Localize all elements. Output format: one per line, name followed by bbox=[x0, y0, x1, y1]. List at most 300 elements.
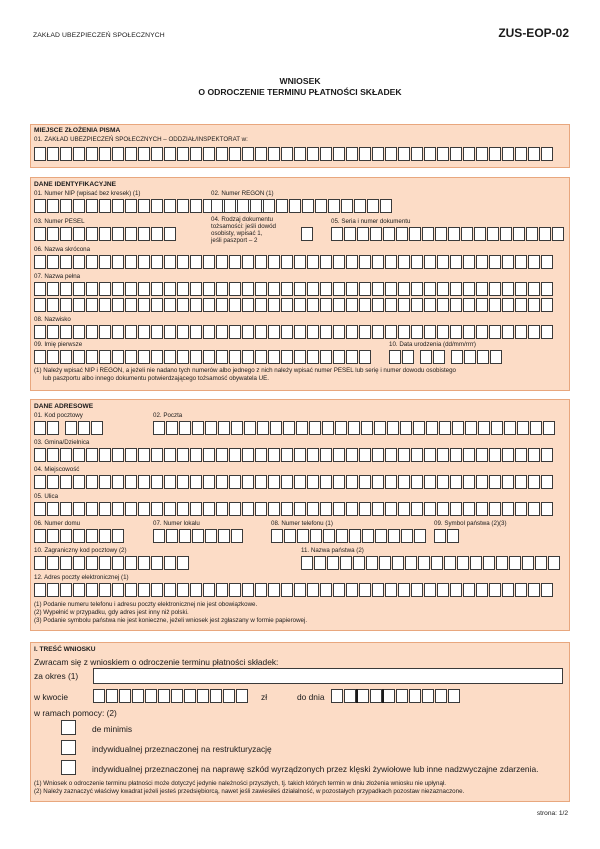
char-cell[interactable] bbox=[151, 325, 163, 339]
char-cell[interactable] bbox=[463, 282, 475, 296]
char-cell[interactable] bbox=[242, 448, 254, 462]
char-cell[interactable] bbox=[86, 325, 98, 339]
char-cell[interactable] bbox=[78, 421, 90, 435]
char-cell[interactable] bbox=[500, 227, 512, 241]
char-cell[interactable] bbox=[463, 298, 475, 312]
char-cell[interactable] bbox=[478, 421, 490, 435]
char-cell[interactable] bbox=[411, 298, 423, 312]
char-cell[interactable] bbox=[164, 227, 176, 241]
char-cell[interactable] bbox=[151, 199, 163, 213]
char-cell[interactable] bbox=[327, 556, 339, 570]
char-cell[interactable] bbox=[346, 282, 358, 296]
char-cell[interactable] bbox=[34, 502, 46, 516]
char-cell[interactable] bbox=[47, 325, 59, 339]
char-cell[interactable] bbox=[47, 583, 59, 597]
post-office-input[interactable] bbox=[153, 421, 556, 435]
char-cell[interactable] bbox=[464, 350, 476, 364]
char-cell[interactable] bbox=[489, 448, 501, 462]
char-cell[interactable] bbox=[333, 583, 345, 597]
char-cell[interactable] bbox=[112, 282, 124, 296]
char-cell[interactable] bbox=[281, 350, 293, 364]
char-cell[interactable] bbox=[450, 583, 462, 597]
char-cell[interactable] bbox=[450, 282, 462, 296]
char-cell[interactable] bbox=[125, 448, 137, 462]
char-cell[interactable] bbox=[424, 147, 436, 161]
char-cell[interactable] bbox=[372, 583, 384, 597]
char-cell[interactable] bbox=[34, 475, 46, 489]
char-cell[interactable] bbox=[307, 298, 319, 312]
char-cell[interactable] bbox=[489, 255, 501, 269]
char-cell[interactable] bbox=[164, 282, 176, 296]
char-cell[interactable] bbox=[86, 227, 98, 241]
char-cell[interactable] bbox=[112, 583, 124, 597]
char-cell[interactable] bbox=[463, 502, 475, 516]
short-name-input[interactable] bbox=[34, 255, 554, 269]
char-cell[interactable] bbox=[541, 475, 553, 489]
char-cell[interactable] bbox=[489, 298, 501, 312]
char-cell[interactable] bbox=[310, 529, 322, 543]
char-cell[interactable] bbox=[515, 255, 527, 269]
char-cell[interactable] bbox=[125, 583, 137, 597]
char-cell[interactable] bbox=[184, 689, 196, 703]
char-cell[interactable] bbox=[47, 255, 59, 269]
char-cell[interactable] bbox=[504, 421, 516, 435]
char-cell[interactable] bbox=[203, 475, 215, 489]
char-cell[interactable] bbox=[359, 583, 371, 597]
char-cell[interactable] bbox=[509, 556, 521, 570]
char-cell[interactable] bbox=[346, 448, 358, 462]
char-cell[interactable] bbox=[294, 448, 306, 462]
char-cell[interactable] bbox=[229, 475, 241, 489]
char-cell[interactable] bbox=[190, 147, 202, 161]
char-cell[interactable] bbox=[151, 475, 163, 489]
char-cell[interactable] bbox=[268, 350, 280, 364]
char-cell[interactable] bbox=[99, 556, 111, 570]
char-cell[interactable] bbox=[47, 475, 59, 489]
char-cell[interactable] bbox=[177, 475, 189, 489]
char-cell[interactable] bbox=[93, 689, 105, 703]
period-input[interactable] bbox=[93, 668, 563, 684]
char-cell[interactable] bbox=[294, 298, 306, 312]
char-cell[interactable] bbox=[125, 199, 137, 213]
char-cell[interactable] bbox=[112, 255, 124, 269]
char-cell[interactable] bbox=[138, 147, 150, 161]
char-cell[interactable] bbox=[354, 199, 366, 213]
char-cell[interactable] bbox=[47, 502, 59, 516]
char-cell[interactable] bbox=[463, 255, 475, 269]
char-cell[interactable] bbox=[346, 583, 358, 597]
char-cell[interactable] bbox=[476, 147, 488, 161]
char-cell[interactable] bbox=[489, 583, 501, 597]
char-cell[interactable] bbox=[271, 529, 283, 543]
char-cell[interactable] bbox=[528, 475, 540, 489]
char-cell[interactable] bbox=[359, 298, 371, 312]
char-cell[interactable] bbox=[411, 448, 423, 462]
char-cell[interactable] bbox=[255, 502, 267, 516]
char-cell[interactable] bbox=[192, 529, 204, 543]
char-cell[interactable] bbox=[86, 199, 98, 213]
char-cell[interactable] bbox=[255, 350, 267, 364]
char-cell[interactable] bbox=[328, 199, 340, 213]
char-cell[interactable] bbox=[439, 421, 451, 435]
char-cell[interactable] bbox=[229, 255, 241, 269]
char-cell[interactable] bbox=[320, 502, 332, 516]
char-cell[interactable] bbox=[190, 350, 202, 364]
char-cell[interactable] bbox=[60, 199, 72, 213]
char-cell[interactable] bbox=[164, 147, 176, 161]
char-cell[interactable] bbox=[515, 502, 527, 516]
char-cell[interactable] bbox=[166, 421, 178, 435]
char-cell[interactable] bbox=[153, 529, 165, 543]
char-cell[interactable] bbox=[60, 147, 72, 161]
char-cell[interactable] bbox=[255, 282, 267, 296]
char-cell[interactable] bbox=[268, 475, 280, 489]
char-cell[interactable] bbox=[236, 689, 248, 703]
char-cell[interactable] bbox=[73, 350, 85, 364]
char-cell[interactable] bbox=[409, 689, 421, 703]
char-cell[interactable] bbox=[281, 298, 293, 312]
doc-number-input[interactable] bbox=[331, 227, 565, 241]
char-cell[interactable] bbox=[112, 199, 124, 213]
char-cell[interactable] bbox=[450, 475, 462, 489]
char-cell[interactable] bbox=[411, 475, 423, 489]
char-cell[interactable] bbox=[374, 421, 386, 435]
char-cell[interactable] bbox=[73, 475, 85, 489]
char-cell[interactable] bbox=[164, 448, 176, 462]
char-cell[interactable] bbox=[190, 199, 202, 213]
char-cell[interactable] bbox=[177, 282, 189, 296]
char-cell[interactable] bbox=[322, 421, 334, 435]
char-cell[interactable] bbox=[86, 448, 98, 462]
char-cell[interactable] bbox=[307, 583, 319, 597]
char-cell[interactable] bbox=[47, 282, 59, 296]
char-cell[interactable] bbox=[396, 227, 408, 241]
char-cell[interactable] bbox=[359, 448, 371, 462]
char-cell[interactable] bbox=[385, 147, 397, 161]
char-cell[interactable] bbox=[515, 282, 527, 296]
char-cell[interactable] bbox=[125, 350, 137, 364]
char-cell[interactable] bbox=[302, 199, 314, 213]
char-cell[interactable] bbox=[398, 282, 410, 296]
char-cell[interactable] bbox=[112, 325, 124, 339]
char-cell[interactable] bbox=[379, 556, 391, 570]
char-cell[interactable] bbox=[242, 298, 254, 312]
char-cell[interactable] bbox=[112, 475, 124, 489]
char-cell[interactable] bbox=[372, 147, 384, 161]
char-cell[interactable] bbox=[203, 325, 215, 339]
char-cell[interactable] bbox=[60, 448, 72, 462]
char-cell[interactable] bbox=[496, 556, 508, 570]
char-cell[interactable] bbox=[346, 147, 358, 161]
char-cell[interactable] bbox=[216, 583, 228, 597]
char-cell[interactable] bbox=[548, 556, 560, 570]
char-cell[interactable] bbox=[138, 475, 150, 489]
char-cell[interactable] bbox=[151, 147, 163, 161]
char-cell[interactable] bbox=[398, 298, 410, 312]
char-cell[interactable] bbox=[138, 583, 150, 597]
char-cell[interactable] bbox=[333, 325, 345, 339]
char-cell[interactable] bbox=[502, 475, 514, 489]
char-cell[interactable] bbox=[346, 502, 358, 516]
char-cell[interactable] bbox=[385, 255, 397, 269]
char-cell[interactable] bbox=[515, 298, 527, 312]
char-cell[interactable] bbox=[99, 255, 111, 269]
char-cell[interactable] bbox=[341, 199, 353, 213]
char-cell[interactable] bbox=[268, 282, 280, 296]
char-cell[interactable] bbox=[255, 298, 267, 312]
char-cell[interactable] bbox=[47, 199, 59, 213]
char-cell[interactable] bbox=[73, 255, 85, 269]
char-cell[interactable] bbox=[216, 325, 228, 339]
char-cell[interactable] bbox=[476, 255, 488, 269]
char-cell[interactable] bbox=[315, 199, 327, 213]
char-cell[interactable] bbox=[99, 227, 111, 241]
char-cell[interactable] bbox=[437, 502, 449, 516]
char-cell[interactable] bbox=[125, 147, 137, 161]
char-cell[interactable] bbox=[125, 325, 137, 339]
char-cell[interactable] bbox=[294, 147, 306, 161]
char-cell[interactable] bbox=[229, 502, 241, 516]
char-cell[interactable] bbox=[164, 350, 176, 364]
char-cell[interactable] bbox=[60, 502, 72, 516]
doc-type-input[interactable] bbox=[301, 227, 313, 241]
char-cell[interactable] bbox=[229, 325, 241, 339]
char-cell[interactable] bbox=[34, 325, 46, 339]
char-cell[interactable] bbox=[528, 325, 540, 339]
char-cell[interactable] bbox=[284, 529, 296, 543]
char-cell[interactable] bbox=[177, 325, 189, 339]
char-cell[interactable] bbox=[372, 502, 384, 516]
postcode-input[interactable] bbox=[34, 421, 104, 435]
char-cell[interactable] bbox=[515, 325, 527, 339]
char-cell[interactable] bbox=[34, 583, 46, 597]
char-cell[interactable] bbox=[177, 556, 189, 570]
char-cell[interactable] bbox=[307, 282, 319, 296]
char-cell[interactable] bbox=[437, 583, 449, 597]
char-cell[interactable] bbox=[489, 282, 501, 296]
char-cell[interactable] bbox=[437, 147, 449, 161]
char-cell[interactable] bbox=[250, 199, 262, 213]
phone-input[interactable] bbox=[271, 529, 427, 543]
char-cell[interactable] bbox=[166, 529, 178, 543]
char-cell[interactable] bbox=[422, 227, 434, 241]
char-cell[interactable] bbox=[177, 448, 189, 462]
char-cell[interactable] bbox=[294, 282, 306, 296]
char-cell[interactable] bbox=[86, 282, 98, 296]
char-cell[interactable] bbox=[164, 325, 176, 339]
char-cell[interactable] bbox=[294, 475, 306, 489]
char-cell[interactable] bbox=[158, 689, 170, 703]
char-cell[interactable] bbox=[418, 556, 430, 570]
char-cell[interactable] bbox=[151, 298, 163, 312]
char-cell[interactable] bbox=[307, 325, 319, 339]
char-cell[interactable] bbox=[91, 421, 103, 435]
char-cell[interactable] bbox=[517, 421, 529, 435]
char-cell[interactable] bbox=[502, 282, 514, 296]
char-cell[interactable] bbox=[112, 502, 124, 516]
char-cell[interactable] bbox=[164, 255, 176, 269]
char-cell[interactable] bbox=[320, 325, 332, 339]
char-cell[interactable] bbox=[457, 556, 469, 570]
char-cell[interactable] bbox=[331, 227, 343, 241]
char-cell[interactable] bbox=[255, 255, 267, 269]
char-cell[interactable] bbox=[47, 421, 59, 435]
char-cell[interactable] bbox=[335, 421, 347, 435]
char-cell[interactable] bbox=[463, 475, 475, 489]
char-cell[interactable] bbox=[216, 475, 228, 489]
char-cell[interactable] bbox=[320, 298, 332, 312]
char-cell[interactable] bbox=[489, 325, 501, 339]
char-cell[interactable] bbox=[528, 255, 540, 269]
char-cell[interactable] bbox=[60, 227, 72, 241]
char-cell[interactable] bbox=[333, 502, 345, 516]
char-cell[interactable] bbox=[320, 448, 332, 462]
char-cell[interactable] bbox=[86, 556, 98, 570]
char-cell[interactable] bbox=[309, 421, 321, 435]
char-cell[interactable] bbox=[402, 350, 414, 364]
char-cell[interactable] bbox=[255, 583, 267, 597]
char-cell[interactable] bbox=[487, 227, 499, 241]
char-cell[interactable] bbox=[380, 199, 392, 213]
char-cell[interactable] bbox=[490, 350, 502, 364]
apartment-number-input[interactable] bbox=[153, 529, 244, 543]
char-cell[interactable] bbox=[281, 475, 293, 489]
char-cell[interactable] bbox=[86, 298, 98, 312]
char-cell[interactable] bbox=[73, 199, 85, 213]
char-cell[interactable] bbox=[99, 529, 111, 543]
foreign-postcode-input[interactable] bbox=[34, 556, 190, 570]
char-cell[interactable] bbox=[231, 421, 243, 435]
char-cell[interactable] bbox=[372, 282, 384, 296]
char-cell[interactable] bbox=[99, 475, 111, 489]
char-cell[interactable] bbox=[543, 421, 555, 435]
char-cell[interactable] bbox=[349, 529, 361, 543]
char-cell[interactable] bbox=[320, 583, 332, 597]
char-cell[interactable] bbox=[242, 350, 254, 364]
char-cell[interactable] bbox=[370, 227, 382, 241]
char-cell[interactable] bbox=[541, 583, 553, 597]
char-cell[interactable] bbox=[333, 350, 345, 364]
char-cell[interactable] bbox=[359, 350, 371, 364]
char-cell[interactable] bbox=[86, 255, 98, 269]
char-cell[interactable] bbox=[190, 255, 202, 269]
char-cell[interactable] bbox=[125, 227, 137, 241]
char-cell[interactable] bbox=[281, 282, 293, 296]
char-cell[interactable] bbox=[244, 421, 256, 435]
char-cell[interactable] bbox=[99, 350, 111, 364]
char-cell[interactable] bbox=[422, 689, 434, 703]
char-cell[interactable] bbox=[448, 689, 460, 703]
char-cell[interactable] bbox=[242, 255, 254, 269]
char-cell[interactable] bbox=[372, 298, 384, 312]
house-number-input[interactable] bbox=[34, 529, 125, 543]
char-cell[interactable] bbox=[190, 448, 202, 462]
char-cell[interactable] bbox=[344, 227, 356, 241]
char-cell[interactable] bbox=[145, 689, 157, 703]
char-cell[interactable] bbox=[359, 502, 371, 516]
city-input[interactable] bbox=[34, 475, 554, 489]
char-cell[interactable] bbox=[476, 502, 488, 516]
char-cell[interactable] bbox=[502, 298, 514, 312]
char-cell[interactable] bbox=[99, 448, 111, 462]
char-cell[interactable] bbox=[444, 556, 456, 570]
regon-input[interactable] bbox=[211, 199, 393, 213]
char-cell[interactable] bbox=[333, 147, 345, 161]
char-cell[interactable] bbox=[47, 350, 59, 364]
full-name-input-2[interactable] bbox=[34, 298, 554, 312]
char-cell[interactable] bbox=[164, 583, 176, 597]
char-cell[interactable] bbox=[216, 298, 228, 312]
char-cell[interactable] bbox=[465, 421, 477, 435]
char-cell[interactable] bbox=[431, 556, 443, 570]
char-cell[interactable] bbox=[268, 147, 280, 161]
char-cell[interactable] bbox=[86, 502, 98, 516]
char-cell[interactable] bbox=[375, 529, 387, 543]
char-cell[interactable] bbox=[333, 448, 345, 462]
char-cell[interactable] bbox=[502, 325, 514, 339]
char-cell[interactable] bbox=[372, 255, 384, 269]
char-cell[interactable] bbox=[268, 325, 280, 339]
char-cell[interactable] bbox=[346, 298, 358, 312]
char-cell[interactable] bbox=[138, 255, 150, 269]
char-cell[interactable] bbox=[34, 350, 46, 364]
char-cell[interactable] bbox=[205, 529, 217, 543]
char-cell[interactable] bbox=[491, 421, 503, 435]
char-cell[interactable] bbox=[541, 147, 553, 161]
char-cell[interactable] bbox=[164, 556, 176, 570]
char-cell[interactable] bbox=[357, 689, 369, 703]
char-cell[interactable] bbox=[151, 448, 163, 462]
char-cell[interactable] bbox=[437, 255, 449, 269]
char-cell[interactable] bbox=[409, 227, 421, 241]
char-cell[interactable] bbox=[47, 227, 59, 241]
char-cell[interactable] bbox=[359, 325, 371, 339]
char-cell[interactable] bbox=[424, 502, 436, 516]
char-cell[interactable] bbox=[502, 502, 514, 516]
char-cell[interactable] bbox=[268, 448, 280, 462]
char-cell[interactable] bbox=[99, 502, 111, 516]
char-cell[interactable] bbox=[307, 475, 319, 489]
commune-input[interactable] bbox=[34, 448, 554, 462]
char-cell[interactable] bbox=[203, 298, 215, 312]
char-cell[interactable] bbox=[177, 199, 189, 213]
char-cell[interactable] bbox=[385, 448, 397, 462]
char-cell[interactable] bbox=[34, 556, 46, 570]
char-cell[interactable] bbox=[450, 255, 462, 269]
char-cell[interactable] bbox=[528, 282, 540, 296]
char-cell[interactable] bbox=[383, 227, 395, 241]
char-cell[interactable] bbox=[231, 529, 243, 543]
char-cell[interactable] bbox=[424, 282, 436, 296]
char-cell[interactable] bbox=[171, 689, 183, 703]
char-cell[interactable] bbox=[47, 448, 59, 462]
char-cell[interactable] bbox=[151, 227, 163, 241]
char-cell[interactable] bbox=[125, 502, 137, 516]
char-cell[interactable] bbox=[424, 255, 436, 269]
char-cell[interactable] bbox=[211, 199, 223, 213]
char-cell[interactable] bbox=[401, 529, 413, 543]
char-cell[interactable] bbox=[477, 350, 489, 364]
char-cell[interactable] bbox=[151, 282, 163, 296]
char-cell[interactable] bbox=[99, 199, 111, 213]
char-cell[interactable] bbox=[216, 255, 228, 269]
char-cell[interactable] bbox=[268, 502, 280, 516]
char-cell[interactable] bbox=[151, 502, 163, 516]
char-cell[interactable] bbox=[257, 421, 269, 435]
char-cell[interactable] bbox=[203, 282, 215, 296]
char-cell[interactable] bbox=[119, 689, 131, 703]
char-cell[interactable] bbox=[411, 255, 423, 269]
